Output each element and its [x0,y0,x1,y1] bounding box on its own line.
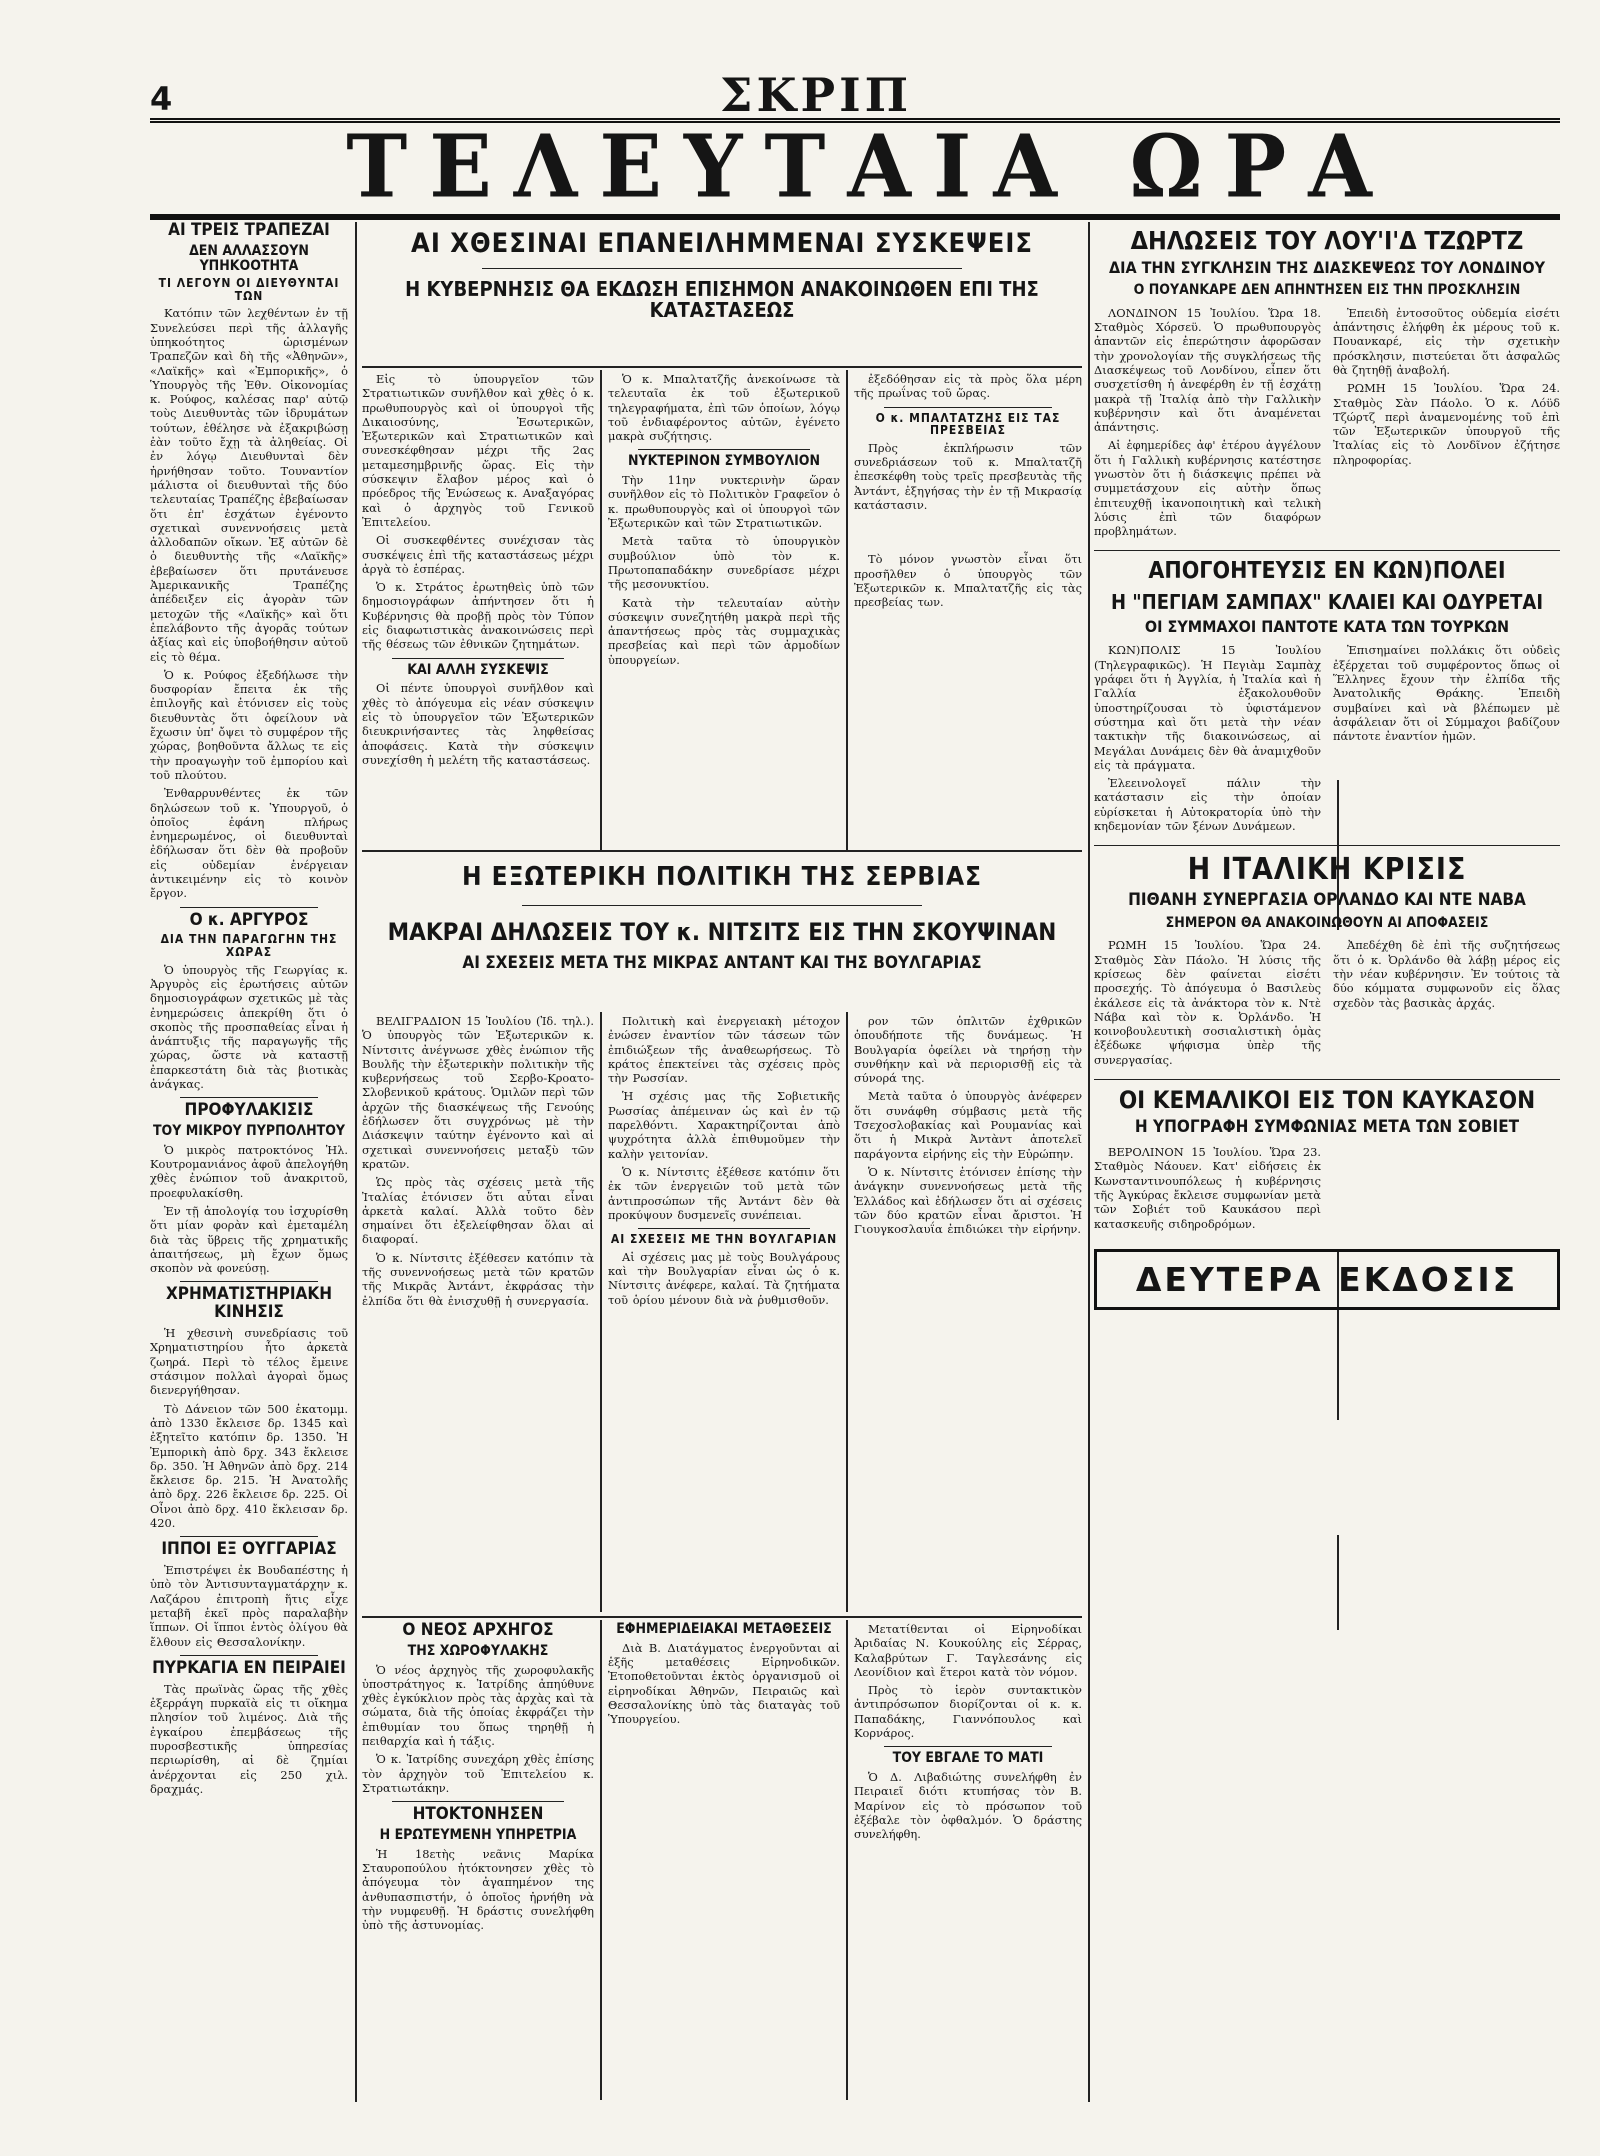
headline: ΙΠΠΟΙ ΕΞ ΟΥΓΓΑΡΙΑΣ [161,1539,337,1560]
article-column [362,372,594,842]
article-text: Ἐνθαρρυνθέντες ἐκ τῶν δηλώσεων τοῦ κ. Ὑπουργοῦ, ὁ ὁποῖος ἐφάνη πλήρως ἐνημερωμένος, οἱ διευθυνταὶ ἐδήλωσαν ὅτι δὲν θὰ προβοῦν εἰς οὐδεμίαν ἐνέργειαν ἀντικειμένην εἰς τὸ κοινὸν ἔργον. [150,786,348,901]
article-text: Κατὰ τὴν τελευταίαν αὐτὴν σύσκεψιν συνεζητήθη μακρὰ περὶ τῆς ἀπαντήσεως πρὸς τὰς συμμαχικὰς πρεσβείας καὶ περὶ τῶν ἀρμοδίων ὑπουργείων. [608,595,840,667]
article-text: Πρὸς ἐκπλήρωσιν τῶν συνεδριάσεων τοῦ κ. Μπαλτατζῆ ἐπεσκέφθη τοὺς τρεῖς πρεσβευτὰς τῆς Ἀντάντ, ἐξηγήσας τὴν ἐν τῇ Μικρασίᾳ κατάστασιν. [854,440,1082,512]
headline: ΠΥΡΚΑΓΙΑ ΕΝ ΠΕΙΡΑΙΕΙ [152,1657,346,1678]
article-text: Εἰς τὸ ὑπουργεῖον τῶν Στρατιωτικῶν συνῆλθον καὶ χθὲς ὁ κ. πρωθυπουργὸς καὶ οἱ ὑπουργοὶ τῆς Δικαιοσύνης, Ἐσωτερικῶν, Ἐξωτερικῶν καὶ Στρατιωτικῶν καὶ συνεσκέφθησαν μέχρι τῆς 2ας μεταμεσημβρινῆς ὥρας. Εἰς τὴν σύσκεψιν ἔλαβον μέρος καὶ ὁ πρόεδρος τῆς Ἑνώσεως κ. Αναξαγόρας καὶ ὁ ἀρχηγὸς τοῦ Γενικοῦ Ἐπιτελείου. [362,372,594,529]
separator [1094,550,1560,551]
rule [362,850,1082,852]
separator [884,1746,1052,1747]
headline: ΔΗΛΩΣΕΙΣ ΤΟΥ ΛΟΥ'Ι'Δ ΤΖΩΡΤΖ [1130,226,1524,255]
headline: ΑΙ ΧΘΕΣΙΝΑΙ ΕΠΑΝΕΙΛΗΜΜΕΝΑΙ ΣΥΣΚΕΨΕΙΣ [411,228,1033,259]
article-text: Ὁ κ. Ρούφος ἐξεδήλωσε τὴν δυσφορίαν ἔπειτα ἐκ τῆς ἐπιλογῆς καὶ ἐτόνισεν εἰς τοὺς διευθυντὰς ὅτι ὁφείλουν νὰ ἔχωσιν ὑπ' ὄψει τὸ συμφέρον τῆς χώρας, βοηθοῦντα ἄλλως τε εἰς τὴν προαγωγὴν τοῦ ἐμπορίου καὶ τοῦ πλούτου. [150,667,348,782]
subheadline: ΠΙΘΑΝΗ ΣΥΝΕΡΓΑΣΙΑ ΟΡΛΑΝΔΟ ΚΑΙ ΝΤΕ ΝΑΒΑ [1128,889,1526,910]
headline: Ο κ. ΑΡΓΥΡΟΣ [189,909,309,930]
separator [392,1801,564,1802]
page-number: 4 [150,80,173,118]
article-column [608,372,840,842]
headline: ΧΡΗΜΑΤΙΣΤΗΡΙΑΚΗ ΚΙΝΗΣΙΣ [165,1284,333,1323]
rule [362,366,1082,368]
subheadline: ΜΑΚΡΑΙ ΔΗΛΩΣΕΙΣ ΤΟΥ κ. ΝΙΤΣΙΤΣ ΕΙΣ ΤΗΝ ΣΚΟΥΨΙΝΑΝ [387,918,1057,947]
article-column [854,1622,1082,2102]
article-text: Ὁ κ. Νίντσιτς ἐξέθεσεν κατόπιν τὰ τῆς συνεννοήσεως μετὰ τῶν κρατῶν τῆς Μικρᾶς Ἀντάντ, ἐκφράσας τὴν ἐλπίδα ὅτι θὰ ἐνισχυθῇ ἡ συνεργασία. [362,1250,594,1308]
subheadline: Ο κ. ΜΠΑΛΤΑΤΖΗΣ ΕΙΣ ΤΑΣ ΠΡΕΣΒΕΙΑΣ [875,410,1061,438]
separator [392,658,564,659]
article-column [854,372,1082,842]
headline: ΠΡΟΦΥΛΑΚΙΣΙΣ [184,1100,314,1121]
subheadline: ΤΗΣ ΧΩΡΟΦΥΛΑΚΗΣ [407,1642,549,1659]
separator [482,268,962,269]
article-column [608,1622,840,2102]
serbia-headlines [362,858,1082,1008]
subheadline: ΔΕΝ ΑΛΛΑΣΣΟΥΝ ΥΠΗΚΟΟΤΗΤΑ [189,242,309,274]
article-text: ΒΕΛΙΓΡΑΔΙΟΝ 15 Ἰουλίου (Ἰδ. τηλ.). Ὁ ὑπουργὸς τῶν Ἐξωτερικῶν κ. Νίντσιτς ἀνέγνωσε χθὲς ἐνώπιον τῆς Βουλῆς τὴν ἐξωτερικὴν πολιτικὴν τῆς κυβερνήσεως τοῦ Σερβο-Κροατο-Σλοβενικοῦ κράτους. Ὁμιλῶν περὶ τῶν ἀρχῶν τῆς διασκέψεως τῆς Γενούης ἐδήλωσεν ὅτι συγχρόνως μὲ τὴν Διάσκεψιν ταύτην ἐγένοντο καὶ αἱ σχετικαὶ συνεννοήσεις μεταξὺ τῶν κρατῶν. [362,1014,594,1171]
separator [638,449,810,450]
subheadline: Η "ΠΕΓΙΑΜ ΣΑΜΠΑΧ" ΚΛΑΙΕΙ ΚΑΙ ΟΔΥΡΕΤΑΙ [1110,589,1544,614]
headline: ΑΠΟΓΟΗΤΕΥΣΙΣ ΕΝ ΚΩΝ)ΠΟΛΕΙ [1148,558,1506,585]
article-text: Ἐν τῇ ἀπολογίᾳ του ἰσχυρίσθη ὅτι μίαν φορὰν καὶ ἐμεταμέλη διὰ τὰς ὕβρεις τῆς χρηματικῆς ἀπαιτήσεως, μὴ ἔχων ὅμως σκοπὸν νὰ φονεύσῃ. [150,1204,348,1276]
article-text: Ὁ ὑπουργὸς τῆς Γεωργίας κ. Ἀργυρὸς εἰς ἐρωτήσεις αὐτῶν δημοσιογράφων σχετικῶς μὲ τὰς ἐνημερώσεις ἀπεκρίθη ὅτι ὁ σκοπὸς τῆς προσπαθείας εἶναι ἡ ἀνάπτυξις τῆς παραγωγῆς τῆς χώρας, ὥστε νὰ καταστῇ ἐπαρκεστάτη διὰ τὰς βιοτικὰς ἀνάγκας. [150,962,348,1091]
headline: ΤΟΥ ΕΒΓΑΛΕ ΤΟ ΜΑΤΙ [892,1750,1044,1767]
article-text: Ἐπιστρέψει ἐκ Βουδαπέστης ἡ ὑπὸ τὸν Ἀντισυνταγματάρχην κ. Λαζάρου ἐπιτροπὴ ἥτις εἶχε μεταβῆ ἐκεῖ πρὸς παραλαβὴν ἵππων. Οἱ ἵπποι ἐντὸς ὀλίγου θὰ ἔλθουν εἰς Θεσσαλονίκην. [150,1563,348,1649]
article-text: Ὁ Δ. Λιβαδιώτης συνελήφθη ἐν Πειραιεῖ διότι κτυπήσας τὸν Β. Μαρίνον εἰς τὸ πρόσωπον τοῦ ἐξέβαλε τὸν ὀφθαλμόν. Ὁ δράστης συνελήφθη. [854,1770,1082,1842]
article-text: Αἱ σχέσεις μας μὲ τοὺς Βουλγάρους καὶ τὴν Βουλγαρίαν εἶναι ὡς ὁ κ. Νίντσιτς ἀνέφερε, καλαί. Τὰ ζητήματα τοῦ ὁρίου μένουν διὰ νὰ ῥυθμισθοῦν. [608,1249,840,1307]
article-text: ρον τῶν ὁπλιτῶν ἐχθρικῶν ὁπουδήποτε τῆς δυνάμεως. Ἡ Βουλγαρία ὀφείλει νὰ τηρήσῃ τὴν συνθήκην καὶ νὰ περιορισθῇ εἰς τὰ σύνορά της. [854,1014,1082,1086]
subheadline: ΤΟΥ ΜΙΚΡΟΥ ΠΥΡΠΟΛΗΤΟΥ [152,1123,346,1140]
article-text: Αἱ ἐφημερίδες ἀφ' ἑτέρου ἀγγέλουν ὅτι ἡ Γαλλικὴ κυβέρνησις κατέστησε γνωστὸν ὅτι ἡ διάσκεψις πρέπει νὰ συμμετάσχουν εἰς αὐτὴν ὅπως ἐπιτευχθῇ ἱκανοποιητικὴ καὶ τελικὴ λύσις ἐπὶ τῶν διαφόρων προβλημάτων. [1094,438,1321,539]
article-text: Ὁ νέος ἀρχηγὸς τῆς χωροφυλακῆς ὑποστράτηγος κ. Ἰατρίδης ἀπηύθυνε χθὲς ἐγκύκλιον πρὸς τὰς ἀρχὰς καὶ τὰ σώματα, διὰ τῆς ὁποίας ἐκφράζει τὴν ἐπιθυμίαν του ὅπως τηρηθῇ ἡ πειθαρχία καὶ ἡ τάξις. [362,1662,594,1749]
separator [884,407,1052,408]
article-text: Ἀπεδέχθη δὲ ἐπὶ τῆς συζητήσεως ὅτι ὁ κ. Ὀρλάνδο θὰ λάβῃ μέρος εἰς τὴν νέαν κυβέρνησιν. Ἐν τούτοις τὰ δύο κόμματα συμφωνοῦν εἰς ὅλας σχεδὸν τὰς βασικὰς ἀρχάς. [1333,938,1560,1010]
article-text: ΡΩΜΗ 15 Ἰουλίου. Ὥρα 24. Σταθμὸς Σὰν Πάολο. Ὁ κ. Λόϋδ Τζώρτζ περὶ ἀναμενομένης τοῦ ἐπὶ τῶν Ἐξωτερικῶν ὑπουργοῦ τῆς Ἰταλίας εἰς τὸ Λονδῖνον ἐζήτησε πληροφορίας. [1333,381,1560,467]
column-rule [600,1620,602,2100]
subheadline: ΤΙ ΛΕΓΟΥΝ ΟΙ ΔΙΕΥΘΥΝΤΑΙ ΤΩΝ [158,276,340,303]
article-text: Τὰς πρωϊνὰς ὥρας τῆς χθὲς ἐξερράγη πυρκαϊὰ εἰς τι οἴκημα πλησίον τοῦ λιμένος. Διὰ τῆς ἐγκαίρου ἐπεμβάσεως τῆς πυροσβεστικῆς ὑπηρεσίας περιωρίσθη, αἱ δὲ ζημίαι ἀνέρχονται εἰς 250 χιλ. δραχμάς. [150,1681,348,1796]
second-edition-box: ΔΕΥΤΕΡΑ ΕΚΔΟΣΙΣ [1094,1249,1560,1310]
headline: ΗΤΟΚΤΟΝΗΣΕΝ [412,1804,544,1825]
subheadline: ΣΗΜΕΡΟΝ ΘΑ ΑΝΑΚΟΙΝΩΘΟΥΝ ΑΙ ΑΠΟΦΑΣΕΙΣ [1165,914,1489,931]
article-text: Ὁ κ. Ἰατρίδης συνεχάρη χθὲς ἐπίσης τὸν ἀρχηγὸν τοῦ Ἐπιτελείου κ. Στρατιωτάκην. [362,1752,594,1795]
article-text: Ὁ κ. Νίντσιτς ἐτόνισεν ἐπίσης τὴν ἀνάγκην συνεννοήσεως μετὰ τῆς Ἑλλάδος καὶ ἐδήλωσεν ὅτι αἱ σχέσεις τῶν δύο κρατῶν εἶναι ἄριστοι. Ἡ Γιουγκοσλαυΐα ἐπιδιώκει τὴν εἰρήνην. [854,1164,1082,1237]
separator [180,1281,318,1282]
article-text: Ἡ σχέσις μας τῆς Σοβιετικῆς Ρωσσίας ἀπέμειναν ὡς καὶ ἐν τῷ παρελθόντι. Χαρακτηρίζονται ἀπὸ ψυχρότητα ἀλλὰ ἐπιθυμοῦμεν τὴν καλὴν γειτονίαν. [608,1089,840,1161]
subheadline: ΚΑΙ ΑΛΛΗ ΣΥΣΚΕΨΙΣ [407,661,549,678]
separator [522,905,922,906]
subheadline: Ο ΠΟΥΑΝΚΑΡΕ ΔΕΝ ΑΠΗΝΤΗΣΕΝ ΕΙΣ ΤΗΝ ΠΡΟΣΚΛΗΣΙΝ [1133,282,1521,299]
separator [638,1228,810,1229]
left-column [150,222,348,2102]
headline: Η ΙΤΑΛΙΚΗ ΚΡΙΣΙΣ [1187,852,1467,888]
article-text: Ἡ 18ετὴς νεᾶνις Μαρίκα Σταυροπούλου ἠτόκτονησεν χθὲς τὸ ἀπόγευμα τὸν ἀγαπημένον της ἀνθυπασπιστήν, ὁ ὁποῖος ἠρνήθη νὰ τὴν νυμφευθῇ. Ἡ δράστις συνελήφθη ὑπὸ τῆς ἀστυνομίας. [362,1846,594,1933]
article-text: Τὸ μόνον γνωστὸν εἶναι ὅτι προσῆλθεν ὁ ὑπουργὸς τῶν Ἐξωτερικῶν κ. Μπαλτατζῆς εἰς τὰς πρεσβείας των. [854,552,1082,610]
subheadline: ΔΙΑ ΤΗΝ ΠΑΡΑΓΩΓΗΝ ΤΗΣ ΧΩΡΑΣ [160,932,338,960]
article-text: ΡΩΜΗ 15 Ἰουλίου. Ὥρα 24. Σταθμὸς Σὰν Πάολο. Ἡ λύσις τῆς κρίσεως δὲν φαίνεται εἰσέτι προσεχής. Τὸ ἀπόγευμα ὁ Βασιλεὺς ἐκάλεσε εἰς τὰ ἀνάκτορα τὸν κ. Ντὲ Νάβα καὶ τὸν κ. Ὀρλάνδο. Ἡ κοινοβουλευτικὴ σοσιαλιστικὴ ὁμὰς ἐξέδωκε ψήφισμα ὑπὲρ τῆς συνεργασίας. [1094,938,1321,1067]
article-text: Μετὰ ταῦτα τὸ ὑπουργικὸν συμβούλιον ὑπὸ τὸν κ. Πρωτοπαπαδάκην συνεδρίασε μέχρι τῆς μεσονυκτίου. [608,534,840,592]
headline: ΑΙ ΤΡΕΙΣ ΤΡΑΠΕΖΑΙ [168,222,330,240]
article-column [608,1014,840,1614]
subheadline: ΟΙ ΣΥΜΜΑΧΟΙ ΠΑΝΤΟΤΕ ΚΑΤΑ ΤΩΝ ΤΟΥΡΚΩΝ [1144,616,1510,636]
headline: ΕΦΗΜΕΡΙΔΕΙΑΚΑΙ ΜΕΤΑΘΕΣΕΙΣ [616,1622,832,1637]
separator [180,1655,318,1656]
article-text: Οἱ συσκεφθέντες συνέχισαν τὰς συσκέψεις ἐπὶ τῆς καταστάσεως μέχρι ἀργὰ τὸ ἑσπέρας. [362,533,594,576]
rule [362,1616,1082,1618]
article-text: Κατόπιν τῶν λεχθέντων ἐν τῇ Συνελεύσει περὶ τῆς ἀλλαγῆς ὑπηκοότητος ὡρισμένων Τραπεζῶν καὶ δὴ τῆς «Ἀθηνῶν», «Λαϊκῆς» καὶ «Ἐμπορικῆς», ὁ Ὑπουργὸς τῆς Ἐθν. Οἰκονομίας κ. Ρούφος, καλέσας παρ' αὐτῷ τοὺς Διευθυντὰς τῶν ἱδρυμάτων τούτων, ἐθέλησε νὰ ἐξακριβώσῃ ἐὰν τοῦτο ἔχῃ τὰ ἀληθείας. Οἱ ἐν λόγῳ Διευθυνταὶ δὲν ἠρνήθησαν τοῦτο. Τουναντίον μάλιστα οἱ διευθυνταὶ τῆς δύο τελευταίας Τραπέζης ἐβεβαίωσαν ὅτι ἐπ' ἐσχάτων ἐγένοντο σχετικαὶ συνεννοήσεις μετὰ ἀλλοδαπῶν οἴκων. Ἐξ αὐτῶν δὲ ὁ διευθυντὴς τῆς «Λαϊκῆς» ἐβεβαίωσεν ὅτι πρυτάνευσε Ἀμερικανικῆς Τραπέζης ἀπέδειξεν εἰς ἀγορὰν τῶν μετοχῶν τῆς «Λαϊκῆς» καὶ ὅτι ἐπελάβοντο τῆς ἀγορᾶς τούτων ἀξίας καὶ εἰς ὑποβοήθησιν αὐτοῦ εἰς τὸ θέμα. [150,306,348,664]
article-column [854,1014,1082,1614]
article-text: Οἱ πέντε ὑπουργοὶ συνῆλθον καὶ χθὲς τὸ ἀπόγευμα εἰς νέαν σύσκεψιν εἰς τὸ ὑπουργεῖον τῶν Ἐξωτερικῶν διευκρινήσαντες τὰς ληφθείσας ἀποφάσεις. Κατὰ τὴν σύσκεψιν συνεχίσθη ἡ μελέτη τῆς καταστάσεως. [362,681,594,767]
subheadline: Η ΚΥΒΕΡΝΗΣΙΣ ΘΑ ΕΚΔΩΣΗ ΕΠΙΣΗΜΟΝ ΑΝΑΚΟΙΝΩΘΕΝ ΕΠΙ ΤΗΣ ΚΑΤΑΣΤΑΣΕΩΣ [405,277,1039,323]
article-text: Ἐπισημαίνει πολλάκις ὅτι οὐδεὶς ἐξέρχεται τοῦ συμφέροντος ὅπως οἱ Ἕλληνες ἔχουν τὴν ἐλπίδα τῆς Ἀνατολικῆς Θράκης. Ἐπειδὴ συμβαίνει καὶ νὰ βλέπωμεν μὲ ἀσφάλειαν ὅτι οἱ Σύμμαχοι βαδίζουν πάντοτε ἐναντίον ἡμῶν. [1333,643,1560,744]
newspaper-name: ΣΚΡΙΠ [720,68,913,122]
article-text: ΒΕΡΟΛΙΝΟΝ 15 Ἰουλίου. Ὥρα 23. Σταθμὸς Νάουεν. Κατ' εἰδήσεις ἐκ Κωνσταντινουπόλεως ἡ κυβέρνησις τῆς Ἀγκύρας ἔκλεισε συμφωνίαν μετὰ τῶν Σοβιέτ τοῦ Καυκάσου περὶ κατασκευῆς σιδηροδρόμων. [1094,1145,1321,1231]
separator [180,907,318,908]
article-text: Πολιτικὴ καὶ ἐνεργειακὴ μέτοχον ἐνώσεν ἐναντίον τῶν τάσεων τῶν ἐπιδιώξεων τῆς ἀναθεωρήσεως. Τὸ κράτος ἐπεκτείνει τὰς σχέσεις πρὸς τὴν Ρωσσίαν. [608,1014,840,1086]
column-rule [846,1620,848,2100]
article-text: Ὁ κ. Στράτος ἐρωτηθεὶς ὑπὸ τῶν δημοσιογράφων ἀπήντησεν ὅτι ἡ Κυβέρνησις θὰ προβῇ πρὸς τὸν Τύπον εἰς διαφωτιστικὰς ἀνακοινώσεις περὶ τῆς θέσεως τῶν ἐθνικῶν ζητημάτων. [362,580,594,652]
article-text: Διὰ Β. Διατάγματος ἐνεργοῦνται αἱ ἑξῆς μεταθέσεις Εἰρηνοδικῶν. Ἐτοποθετοῦνται ἐκτὸς ὀργανισμοῦ οἱ εἰρηνοδίκαι Ἀθηνῶν, Πειραιῶς καὶ Θεσσαλονίκης ὑπὸ τὰς διαταγὰς τοῦ Ὑπουργείου. [608,1640,840,1727]
subheadline: ΑΙ ΣΧΕΣΕΙΣ ΜΕΤΑ ΤΗΣ ΜΙΚΡΑΣ ΑΝΤΑΝΤ ΚΑΙ ΤΗΣ ΒΟΥΛΓΑΡΙΑΣ [462,953,982,974]
separator [180,1097,318,1098]
article-text: Ὡς πρὸς τὰς σχέσεις μετὰ τῆς Ἰταλίας ἐτόνισεν ὅτι αὗται εἶναι ἀρκετὰ καλαί. Ἀλλὰ τοῦτο δὲν σημαίνει ὅτι ἐξελείφθησαν ὅλαι αἱ διαφοραί. [362,1175,594,1247]
column-rule [600,1012,602,1612]
column-rule [600,370,602,850]
article-text: Τὴν 11ην νυκτερινὴν ὥραν συνῆλθον εἰς τὸ Πολιτικὸν Γραφεῖον ὁ κ. πρωθυπουργὸς καὶ οἱ ὑπουργοὶ τῶν Ἐξωτερικῶν καὶ τῶν Στρατιωτικῶν. [608,473,840,531]
subheadline: ΝΥΚΤΕΡΙΝΟΝ ΣΥΜΒΟΥΛΙΟΝ [627,453,821,470]
headline: Ο ΝΕΟΣ ΑΡΧΗΓΟΣ [402,1622,554,1640]
article-column [362,1014,594,1614]
article-text: Τὸ Δάνειον τῶν 500 ἑκατομμ. ἀπὸ 1330 ἔκλεισε δρ. 1345 καὶ ἐξητεῖτο κατόπιν δρ. 1350. Ἡ Ἐμπορικὴ ἀπὸ δρχ. 343 ἔκλεισε δρ. 350. Ἡ Ἀθηνῶν ἀπὸ δρχ. 214 ἔκλεισε δρ. 215. Ἡ Ἀνατολῆς ἀπὸ δρχ. 226 ἔκλεισε δρ. 225. Οἱ Οἶνοι ἀπὸ δρχ. 410 ἔκλεισαν δρ. 420. [150,1401,348,1531]
separator [1094,1079,1560,1080]
article-text: Ὁ κ. Νίντσιτς ἐξέθεσε κατόπιν ὅτι ἐκ τῶν ἐνεργειῶν τοῦ μετὰ τῶν ἀντιπροσώπων τῆς Ἀντάντ δὲν θὰ προκύψουν δυσμενεῖς συνέπειαι. [608,1164,840,1222]
headline: ΟΙ ΚΕΜΑΛΙΚΟΙ ΕΙΣ ΤΟΝ ΚΑΥΚΑΣΟΝ [1118,1085,1536,1114]
article-text: Μετατίθενται οἱ Εἰρηνοδίκαι Ἀριδαίας Ν. Κουκούλης εἰς Σέρρας, Καλαβρύτων Γ. Ταγλεσάνης εἰς Λεονίδιον καὶ ἕτεροι κατὰ τὸν νόμον. [854,1622,1082,1679]
article-text: ΛΟΝΔΙΝΟΝ 15 Ἰουλίου. Ὥρα 18. Σταθμὸς Χόρσεϋ. Ὁ πρωθυπουργὸς ἀπαντῶν εἰς ἐπερώτησιν ἀφορῶσαν τὴν χρονολογίαν τῆς συγκλήσεως τῆς Διασκέψεως τοῦ Λονδίνου, εἶπεν ὅτι συσχετίσθη ἡ ἀνεφέρθη ἐν τῇ ἐσχάτῃ μακρὰ τῇ Ἰταλίᾳ ἀπὸ τὴν Γαλλικὴν κυβέρνησιν καὶ ὅτι ἀναμένεται ἀπάντησις. [1094,305,1321,435]
article-text: Ἐλεεινολογεῖ πάλιν τὴν κατάστασιν εἰς τὴν ὁποίαν εὑρίσκεται ἡ Αὐτοκρατορία ὑπὸ τὴν κηδεμονίαν τῶν ξένων Δυνάμεων. [1094,776,1321,833]
article-text: Ὁ κ. Μπαλτατζῆς ἀνεκοίνωσε τὰ τελευταῖα ἐκ τοῦ ἐξωτερικοῦ τηλεγραφήματα, ἐπὶ τῶν ὁποίων, λόγῳ τοῦ ἐνδιαφέροντος αὐτῶν, ἐγένετο μακρὰ συζήτησις. [608,372,840,444]
column-rule [1088,222,1090,2102]
separator [1094,845,1560,846]
subheadline: ΑΙ ΣΧΕΣΕΙΣ ΜΕ ΤΗΝ ΒΟΥΛΓΑΡΙΑΝ [610,1232,838,1247]
article-text: ἐξεδόθησαν εἰς τὰ πρὸς ὅλα μέρη τῆς πρωΐνας τοῦ ὥρας. [854,372,1082,401]
right-column [1094,222,1560,2102]
banner-title: ΤΕΛΕΥΤΑΙΑ ΩΡΑ [346,116,1394,218]
article-text: Μετὰ ταῦτα ὁ ὑπουργὸς ἀνέφερεν ὅτι συνάφθη σύμβασις μετὰ τῆς Τσεχοσλοβακίας καὶ Ρουμανίας καὶ ὅτι ἡ Μικρὰ Ἀντὰντ ἀποτελεῖ παράγοντα εἰρήνης εἰς τὴν Εὐρώπην. [854,1089,1082,1161]
headline: Η ΕΞΩΤΕΡΙΚΗ ΠΟΛΙΤΙΚΗ ΤΗΣ ΣΕΡΒΙΑΣ [461,862,983,892]
subheadline: Η ΥΠΟΓΡΑΦΗ ΣΥΜΦΩΝΙΑΣ ΜΕΤΑ ΤΩΝ ΣΟΒΙΕΤ [1134,1117,1520,1138]
article-text: Ἡ χθεσινὴ συνεδρίασις τοῦ Χρηματιστηρίου ἦτο ἀρκετὰ ζωηρά. Περὶ τὸ τέλος ἔμεινε στάσιμον πολλαὶ ἀγοραὶ ὅμως διενεργήθησαν. [150,1326,348,1398]
column-rule [355,222,357,2102]
article-text: Πρὸς τὸ ἱερὸν συντακτικὸν ἀντιπρόσωπον διορίζονται οἱ κ. κ. Παπαδάκης, Γιαννόπουλος καὶ Κορνάρος. [854,1683,1082,1741]
subheadline: ΔΙΑ ΤΗΝ ΣΥΓΚΛΗΣΙΝ ΤΗΣ ΔΙΑΣΚΕΨΕΩΣ ΤΟΥ ΛΟΝΔΙΝΟΥ [1109,258,1545,278]
subheadline: Η ΕΡΩΤΕΥΜΕΝΗ ΥΠΗΡΕΤΡΙΑ [379,1827,577,1844]
column-rule [846,370,848,850]
center-top-headlines [362,224,1082,364]
article-text: Ὁ μικρὸς πατροκτόνος Ἡλ. Κουτρομανιάνος ἀφοῦ ἀπελογήθη χθὲς ἐνώπιον τοῦ ἀνακριτοῦ, προεφυλακίσθη. [150,1142,348,1200]
column-rule [846,1012,848,1612]
article-text: Ἐπειδὴ ἐντοσοῦτος οὐδεμία εἰσέτι ἀπάντησις ἐλήφθη ἐκ μέρους τοῦ κ. Πουανκαρέ, εἰς τὴν σχετικὴν πρόσκλησιν, πιστεύεται ὅτι ἀσφαλῶς θὰ ζητηθῇ ἀναβολή. [1333,305,1560,377]
article-column [362,1622,594,2102]
article-text: ΚΩΝ)ΠΟΛΙΣ 15 Ἰουλίου (Τηλεγραφικῶς). Ἡ Πεγιὰμ Σαμπὰχ γράφει ὅτι ἡ Ἀγγλία, ἡ Ἰταλία καὶ ἡ Γαλλία ἐξακολουθοῦν ὑποστηρίζουσαι τὸ ὑφιστάμενον σύστημα καὶ ὅτι μετὰ τὴν νέαν τακτικὴν τῆς διακοινώσεως, αἱ Μεγάλαι Δυνάμεις δὲν θὰ ἀναμιχθοῦν εἰς τὰ πράγματα. [1094,643,1321,772]
separator [180,1536,318,1537]
banner-rule [150,214,1560,220]
